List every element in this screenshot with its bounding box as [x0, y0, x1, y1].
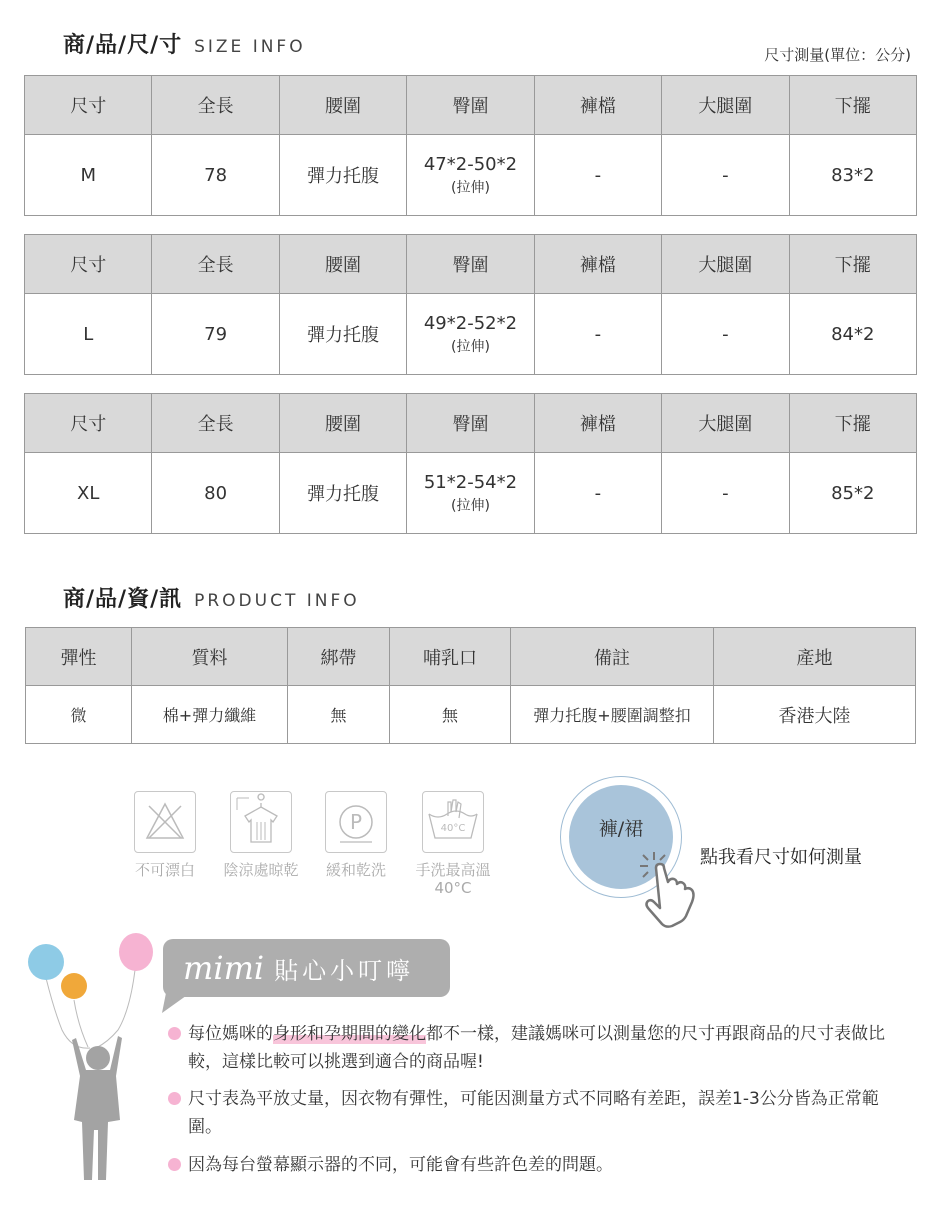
header-cell: 褲檔 [534, 394, 661, 453]
product-info-table [25, 627, 916, 744]
care-label: 不可漂白 [134, 861, 195, 879]
balloons-child-illustration [22, 930, 162, 1200]
bullet-dot-icon [168, 1027, 181, 1040]
value-cell: L [25, 294, 152, 375]
header-cell: 大腿圍 [662, 394, 789, 453]
care-label: 緩和乾洗 [325, 861, 386, 879]
product-title-zh: 商/品/資/訊 [63, 587, 183, 612]
size-section-title [63, 28, 306, 59]
measure-link[interactable]: 點我看尺寸如何測量 [700, 847, 862, 868]
value-cell: 彈力托腹+腰圍調整扣 [511, 686, 714, 744]
value-cell: 84*2 [789, 294, 916, 375]
tip-text: 尺寸表為平放丈量，因衣物有彈性，可能因測量方式不同略有差距，誤差1-3公分皆為正常範圍。 [188, 1089, 879, 1137]
care-label: 陰涼處晾乾 [223, 861, 299, 879]
value-cell: 彈力托腹 [279, 294, 406, 375]
size-table-value-row [25, 135, 917, 216]
header-cell: 尺寸 [25, 394, 152, 453]
header-cell: 質料 [132, 628, 288, 686]
bullet-dot-icon [168, 1092, 181, 1105]
header-cell: 大腿圍 [662, 235, 789, 294]
value-cell: 80 [152, 453, 279, 534]
care-label: 手洗最高溫 [415, 861, 491, 879]
tip-text [188, 1020, 898, 1076]
tip-text: 因為每台螢幕顯示器的不同，可能會有些許色差的問題。 [188, 1155, 613, 1175]
header-cell: 尺寸 [25, 76, 152, 135]
tip-text-part: 每位媽咪的 [188, 1024, 273, 1044]
product-info-header-row [26, 628, 916, 686]
size-table-header-row [25, 76, 917, 135]
pink-balloon-icon [119, 933, 153, 971]
size-table-header-row [25, 394, 917, 453]
tip-item [168, 1085, 898, 1141]
tip-highlight: 身形和孕期間的變化 [273, 1024, 426, 1044]
value-cell: - [662, 135, 789, 216]
size-title-en: SIZE INFO [194, 37, 306, 57]
header-cell: 全長 [152, 76, 279, 135]
product-section-title [63, 582, 360, 613]
tip-item [168, 1151, 898, 1179]
tip-text-part: 都不一樣，建議媽咪可以測量您的尺寸再跟商品的尺寸表做比較，這樣比較可以挑選到適合的商品喔! [188, 1024, 885, 1072]
care-dry-clean [311, 791, 401, 879]
value-cell: 78 [152, 135, 279, 216]
value-cell: 83*2 [789, 135, 916, 216]
value-cell: - [534, 135, 661, 216]
hip-value: 49*2-52*2 [423, 312, 518, 334]
product-info-value-row [26, 686, 916, 744]
header-cell: 綁帶 [288, 628, 390, 686]
size-table-value-row [25, 294, 917, 375]
header-cell: 臀圍 [407, 394, 534, 453]
hand-wash-icon [422, 791, 484, 853]
wash-temp: 40°C [440, 823, 466, 834]
tip-item [168, 1020, 898, 1076]
child-silhouette-icon [72, 1036, 122, 1180]
unit-note: 尺寸測量(單位：公分) [764, 46, 911, 64]
size-table-l [24, 234, 917, 375]
header-cell: 臀圍 [407, 76, 534, 135]
value-cell: 79 [152, 294, 279, 375]
value-cell-hip [407, 135, 534, 216]
bullet-dot-icon [168, 1158, 181, 1171]
care-hand-wash [408, 791, 498, 897]
no-bleach-icon [134, 791, 196, 853]
size-table-header-row [25, 235, 917, 294]
hip-note: (拉伸) [451, 179, 490, 196]
header-cell: 彈性 [26, 628, 132, 686]
header-cell: 下擺 [789, 76, 916, 135]
value-cell: 85*2 [789, 453, 916, 534]
header-cell: 備註 [511, 628, 714, 686]
dry-clean-icon [325, 791, 387, 853]
value-cell: 無 [390, 686, 511, 744]
header-cell: 全長 [152, 394, 279, 453]
mimi-tips-bubble [163, 939, 450, 997]
value-cell: XL [25, 453, 152, 534]
value-cell: 彈力托腹 [279, 453, 406, 534]
value-cell: 彈力托腹 [279, 135, 406, 216]
value-cell: 香港大陸 [714, 686, 916, 744]
value-cell: - [662, 294, 789, 375]
measure-circle-label: 褲/裙 [598, 817, 644, 840]
header-cell: 下擺 [789, 394, 916, 453]
value-cell: 微 [26, 686, 132, 744]
care-label-temp: 40°C [434, 879, 472, 897]
value-cell: - [534, 453, 661, 534]
value-cell: M [25, 135, 152, 216]
value-cell-hip [407, 453, 534, 534]
header-cell: 褲檔 [534, 235, 661, 294]
product-title-en: PRODUCT INFO [194, 591, 360, 611]
mimi-tagline: 貼心小叮嚀 [274, 956, 415, 985]
care-shade-dry [216, 791, 306, 879]
care-no-bleach [120, 791, 210, 879]
value-cell: - [662, 453, 789, 534]
hip-note: (拉伸) [451, 497, 490, 514]
mimi-brand: mimi [183, 949, 265, 987]
size-title-zh: 商/品/尺/寸 [63, 33, 183, 58]
value-cell-hip [407, 294, 534, 375]
header-cell: 腰圍 [279, 235, 406, 294]
blue-balloon-icon [28, 944, 64, 980]
shade-dry-icon [230, 791, 292, 853]
header-cell: 大腿圍 [662, 76, 789, 135]
size-table-m [24, 75, 917, 216]
header-cell: 下擺 [789, 235, 916, 294]
bubble-tail-icon [162, 993, 192, 1015]
header-cell: 褲檔 [534, 76, 661, 135]
hip-value: 47*2-50*2 [423, 153, 518, 175]
header-cell: 哺乳口 [390, 628, 511, 686]
orange-balloon-icon [61, 973, 87, 999]
size-table-value-row [25, 453, 917, 534]
care-label-group [408, 861, 498, 897]
header-cell: 尺寸 [25, 235, 152, 294]
header-cell: 臀圍 [407, 235, 534, 294]
header-cell: 全長 [152, 235, 279, 294]
svg-text:P: P [349, 810, 363, 834]
header-cell: 腰圍 [279, 76, 406, 135]
value-cell: - [534, 294, 661, 375]
hip-note: (拉伸) [451, 338, 490, 355]
header-cell: 產地 [714, 628, 916, 686]
value-cell: 無 [288, 686, 390, 744]
size-table-xl [24, 393, 917, 534]
hip-value: 51*2-54*2 [423, 471, 518, 493]
value-cell: 棉+彈力纖維 [132, 686, 288, 744]
header-cell: 腰圍 [279, 394, 406, 453]
